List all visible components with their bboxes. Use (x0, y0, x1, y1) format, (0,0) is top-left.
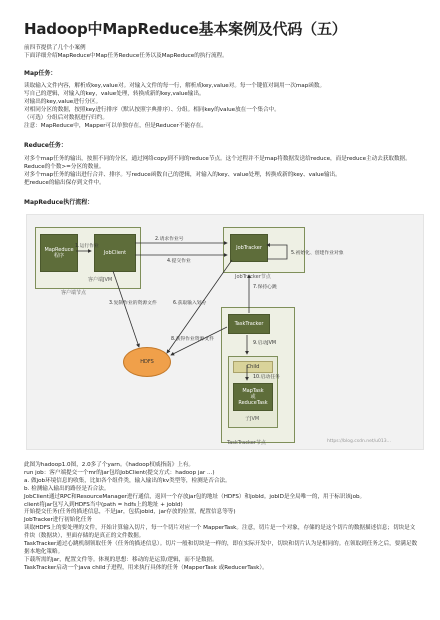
map-reduce-task-node: MapTask 或 ReduceTask (233, 383, 273, 411)
step9-label: 9.启动JVM (253, 341, 277, 346)
tasktracker-node: TaskTracker (228, 314, 270, 334)
intro-paragraph: 前四节提供了几个小案例 下面详细介绍MapReduce中Map任务Reduce任务以及MapReduce的执行流程。 (24, 45, 228, 59)
map-section-body: 读取输入文件内容，解析成key,value对。对输入文件的每一行，解析成key,value对。每一个键值对调用一次map函数。 写自己的逻辑，对输入的key，value处理，转换成新的key,value输出。 对输出的key,value进行分区。 对相同分区的数据，按照key进行排序（默认按照字典排序）、分组。相同key的value放在一个集合中。 （可选）分组后对数据进行归约。 注意：MapReduce中，Mapper可以单独存在，但是Reducer不能存在。 (24, 83, 326, 129)
mapreduce-program-node: MapReduce 程序 (40, 234, 78, 272)
step2-label: 2.请求作业号 (155, 237, 184, 242)
reduce-section-heading: Reduce任务： (24, 142, 67, 149)
hdfs-node: HDFS (123, 347, 171, 377)
map-section-heading: Map任务： (24, 70, 57, 77)
tasktracker-node-caption: TaskTracker节点 (227, 440, 266, 446)
step3-label: 3.复制作业的资源文件 (109, 301, 157, 306)
step4-label: 4.提交作业 (167, 259, 191, 264)
reduce-section-body: 对多个map任务的输出，按照不同的分区，通过网络copy到不同的reduce节点。这个过程并不是map将数据发送给reduce，而是reduce主动去获取数据。Reduce的个数>=分区的数量。 对多个map任务的输出进行合并、排序。写reduce函数自己的逻辑，对输入的key、value处理，转换成新的key、value输出。 把reduce的输出保存到文件中。 (24, 156, 411, 186)
jobtracker-node: JobTracker (230, 234, 268, 262)
client-jvm-label: 客户端JVM (88, 277, 113, 283)
job-client-node: JobClient (94, 234, 136, 272)
step6-label: 6.获取输入划分 (173, 301, 207, 306)
step10-label: 10.启动任务 (253, 375, 280, 380)
flow-arrows (27, 215, 423, 449)
child-node: Child (233, 361, 273, 373)
child-jvm-label: 子JVM (245, 416, 260, 422)
mapreduce-flow-diagram (26, 214, 424, 450)
outro-paragraph: 此图为hadoop1.0图，2.0多了个yarn。《hadoop权威指南》上有。 run job：客户端提交一个mr的jar包给JobClient(提交方式：hadoop jar ...) a. 做job环境信息的收集，比如各个组件类，输入输出的kv类型等，检测是否合法。 b. 检测输入输出的路径是否合法。 JobClient通过RPC和ResourceManager进行通信，返回一个存放jar包的地址（HDFS）和jobId。jobID是全局唯一的，用于标识该job。 client将jar包写入到HDFS当中(path = hdfs上的地址 + jobId) 开始提交任务(任务的描述信息，不是jar，包括jobid，jar存放的位置，配置信息等等) JobTracker进行初始化任务 读取HDFS上的要处理的文件，开始计算输入切片，每一个切片对应一个 MapperTask。注意，切片是一个对象，存储的是这个切片的数据描述信息；切块是文件块（数据块），里面存储的是真正的文件数据。 TaskTracker通过心跳机制领取任务（任务的描述信息）。切片一般和切块是一样的，即在实际开发中，切块和切片认为是相同的。在领取到任务之后，要满足数据本地化策略。 下载所需的jar，配置文件等。体现的思想：移动的是运算/逻辑，而不是数据。 TaskTracker启动一个java child子进程，用来执行具体的任务（MapperTask 或ReducerTask）。 (24, 462, 418, 571)
page-title: Hadoop中MapReduce基本案例及代码（五） (24, 20, 347, 38)
step7-label: 7.保持心跳 (253, 285, 277, 290)
jobtracker-node-caption: JobTracker节点 (235, 274, 271, 280)
step1-label: 1.运行作业 (75, 244, 99, 249)
diagram-watermark: https://blog.csdn.net/u013... (327, 439, 391, 444)
flow-section-heading: MapReduce执行流程： (24, 199, 94, 206)
step5-label: 5.初始化、创建作业对象 (291, 251, 344, 256)
step8-label: 8.获得作业资源文件 (171, 337, 214, 342)
client-node-caption: 客户端节点 (61, 290, 87, 296)
